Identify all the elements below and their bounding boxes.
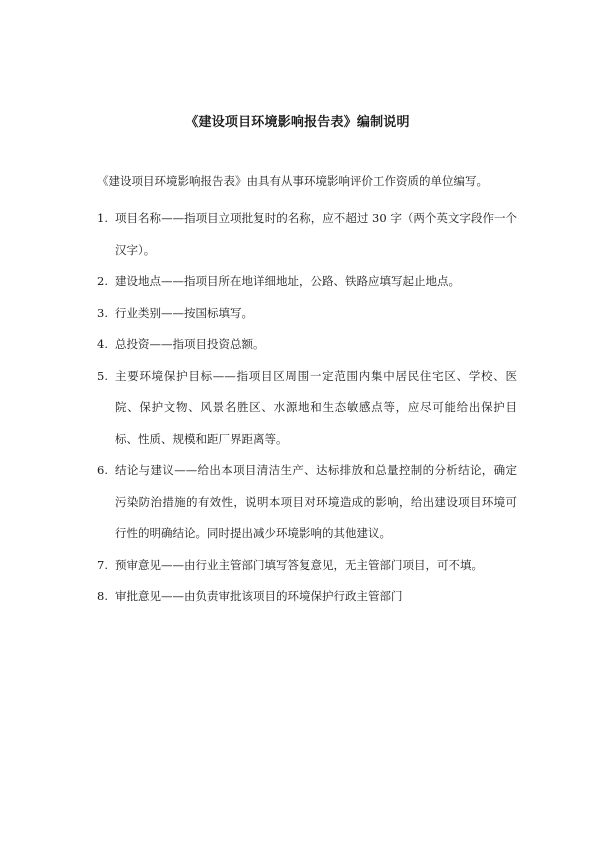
list-item [97, 266, 517, 298]
item-number: 6. [97, 463, 108, 477]
item-text: 建设地点——指项目所在地详细地址，公路、铁路应填写起止地点。 [115, 274, 460, 288]
item-text: 项目名称——指项目立项批复时的名称，应不超过 30 字（两个英文字段作一个汉字）。 [115, 211, 517, 257]
item-text: 行业类别——按国标填写。 [115, 305, 253, 320]
list-item [97, 329, 517, 361]
list-item [97, 550, 517, 582]
list-item [97, 455, 517, 550]
list-item [97, 361, 517, 456]
item-text: 结论与建议——给出本项目清洁生产、达标排放和总量控制的分析结论，确定污染防治措施的有效性，说明本项目对环境造成的影响，给出建设项目环境可行性的明确结论。同时提出减少环境影响的其他建议。 [115, 463, 517, 540]
item-text: 审批意见——由负责审批该项目的环境保护行政主管部门 [115, 589, 403, 603]
item-number: 3. [97, 305, 108, 320]
item-number: 7. [97, 557, 108, 572]
intro-paragraph: 《建设项目环境影响报告表》由具有从事环境影响评价工作资质的单位编写。 [97, 174, 488, 188]
item-number: 5. [97, 368, 108, 383]
instruction-list [97, 203, 517, 613]
document-title: 《建设项目环境影响报告表》编制说明 [185, 115, 410, 130]
list-item [97, 203, 517, 266]
item-text: 总投资——指项目投资总额。 [115, 337, 265, 351]
list-item [97, 581, 517, 613]
list-item [97, 298, 517, 330]
item-number: 8. [97, 589, 108, 603]
item-text: 预审意见——由行业主管部门填写答复意见，无主管部门项目，可不填。 [115, 557, 483, 572]
item-number: 1. [97, 211, 108, 225]
item-number: 4. [97, 337, 108, 351]
item-number: 2. [97, 274, 108, 288]
item-text: 主要环境保护目标——指项目区周围一定范围内集中居民住宅区、学校、医院、保护文物、风景名胜区、水源地和生态敏感点等，应尽可能给出保护目标、性质、规模和距厂界距离等。 [115, 368, 517, 446]
